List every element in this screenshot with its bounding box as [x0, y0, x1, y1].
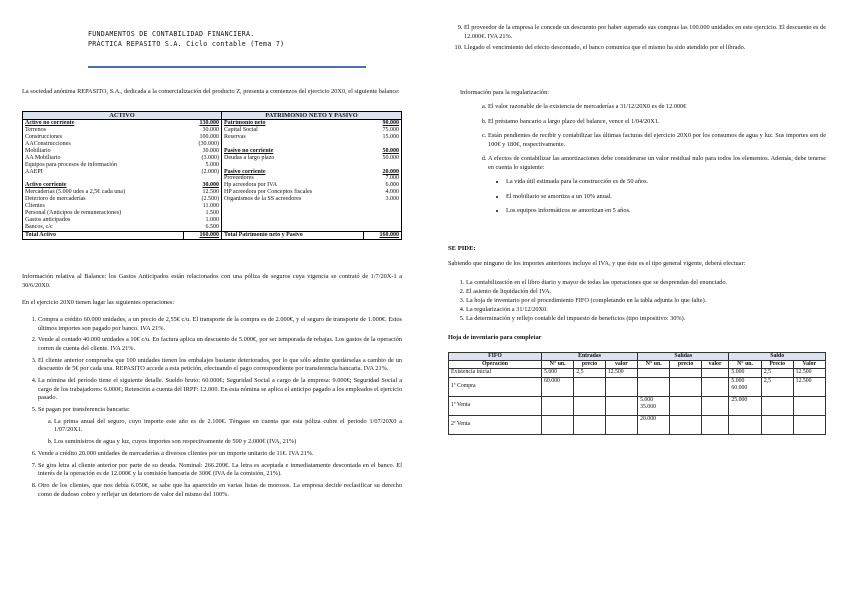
pasivo-value: 3.000	[364, 196, 402, 203]
pasivo-label: Capital Social	[222, 127, 364, 134]
operations-ordered-list	[22, 316, 402, 499]
balance-row	[23, 162, 402, 169]
fifo-body	[449, 368, 826, 434]
fifo-cell-sp	[670, 396, 701, 415]
fifo-cell-sn: 20.000	[638, 415, 670, 434]
balance-row	[23, 175, 402, 182]
balance-row	[23, 169, 402, 176]
fifo-inventory-table	[448, 352, 826, 435]
fifo-cell-ev: 12.500	[605, 368, 637, 377]
regularization-bullets	[470, 178, 826, 216]
activo-label: Activo corriente	[23, 182, 184, 189]
fifo-cell-en: 5.000	[542, 368, 574, 377]
se-pide-list	[448, 279, 826, 324]
fifo-cell-tp	[761, 415, 793, 434]
entradas-header: Entradas	[542, 353, 638, 361]
saldo-valor-header: Valor	[793, 360, 825, 368]
task-item: 3. La hoja de inventario por el procedimiento FIFO (completando en la tabla adjunta lo que falte).	[466, 297, 826, 306]
activo-value: (2.000)	[201, 168, 219, 175]
operacion-header: Operación	[449, 360, 542, 368]
activo-label: Construcciones	[23, 134, 184, 141]
fifo-row	[449, 396, 826, 415]
fifo-cell-tv	[793, 415, 825, 434]
operation-item: 4. La nómina del período tiene el siguiente detalle. Sueldo bruto: 60.000€; Seguridad Social a cargo de la empresa: 9.000€; Seguridad Social a cargo de los trabajadores: 6.000€; Retención a cuenta del IRPF: 12.000. En esta nómina se aplica el anticipo pagado a los empleados el ejercicio pasado.	[38, 377, 402, 403]
pasivo-value: 50.000	[364, 155, 402, 162]
balance-row	[23, 127, 402, 134]
pasivo-value	[364, 162, 402, 169]
pasivo-value	[364, 217, 402, 224]
balance-total-row	[23, 231, 402, 239]
pasivo-value	[364, 141, 402, 148]
fifo-cell-sv	[701, 377, 729, 396]
activo-value: (2.500)	[201, 196, 219, 203]
se-pide-heading: SE PIDE:	[448, 245, 476, 252]
activo-label: Personal (Anticipos de remuneraciones)	[23, 210, 184, 217]
fifo-cell-tv: 12.500	[793, 377, 825, 396]
fifo-cell-ev	[605, 415, 637, 434]
fifo-cell-sp	[670, 377, 701, 396]
activo-label: Equipos para procesos de información	[23, 162, 184, 169]
balance-row	[23, 224, 402, 231]
task-item: 1. La contabilización en el libro diario y mayor de todas las operaciones que se desprendan del enunciado.	[466, 279, 826, 288]
balance-row	[23, 134, 402, 141]
operation-item: 8. Otro de los clientes, que nos debía 6.050€, se sabe que ha aparecido en varias listas de morosos. La empresa decide reclasificar su derecho como de dudoso cobro y reflejar un deterioro de valor del mismo del 100%.	[38, 482, 402, 499]
saldo-precio-header: Precio	[761, 360, 793, 368]
operation-item: 3. El cliente anterior comprueba que 100 unidades tienen los embalajes bastante deteriorados, por lo que sólo admite quedárselas a cambio de un descuento de 5€ por cada una. REPASITO accede a esta petición, efectuando el pago correspondiente por transferencia bancaria. IVA 21%.	[38, 357, 402, 374]
fifo-cell-sv	[701, 396, 729, 415]
total-pasivo-label: Total Patrimonio neto y Pasivo	[222, 231, 364, 239]
fifo-cell-ep: 2,5	[574, 368, 605, 377]
regularization-item: b. El préstamo bancario a largo plazo del balance, vence el 1/04/20X1.	[488, 118, 826, 127]
total-activo-value: 160.000	[183, 231, 221, 239]
operation-sub-item: a. La prima anual del seguro, cuyo importe este año es de 2.100€. Téngase en cuenta que esta póliza cubre el periodo 1/07/20X0 a 1/07/20X1.	[54, 418, 402, 435]
activo-label: AAConstrucciones	[23, 141, 184, 148]
balance-row	[23, 210, 402, 217]
operation-item: 7. Se gira letra al cliente anterior por parte de su deuda. Nominal: 266.200€. La letra es aceptada e inmediatamente descontada en el banco. El interés de la operación es de 12.000€ y la comisión bancaria de 300€ (IVA de la comisión, 21%).	[38, 462, 402, 479]
fifo-cell-op: 1ª Compra	[449, 377, 542, 396]
fifo-cell-en	[542, 415, 574, 434]
fifo-cell-tn: 5.000 60.000	[729, 377, 761, 396]
fifo-cell-tn: 5.000	[729, 368, 761, 377]
regularization-bullet: • Los equipos informáticos se amortizan en 5 años.	[506, 207, 826, 216]
pasivo-label	[222, 162, 364, 169]
activo-label: Bancos, c/c	[23, 224, 184, 231]
task-item: 5. La determinación y reflejo contable del impuesto de beneficios (tipo impositivo: 30%).	[466, 315, 826, 324]
activo-value: 30.000	[202, 182, 219, 189]
total-pasivo-value: 160.000	[364, 231, 402, 239]
pasivo-value: 90.000	[364, 120, 402, 127]
pasivo-label	[222, 210, 364, 217]
regularization-bullet: • El mobiliario se amortiza a un 10% anual.	[506, 193, 826, 202]
fifo-cell-op: 1ª Venta	[449, 396, 542, 415]
fifo-row	[449, 415, 826, 434]
document-title	[88, 30, 284, 49]
balance-row	[23, 148, 402, 155]
regularization-ordered-list	[470, 103, 826, 172]
pasivo-value: 4.000	[364, 189, 402, 196]
operation-sub-item: b. Los suministros de agua y luz, cuyos importes son respectivamente de 500 y 2.000€ (IVA, 21%)	[54, 438, 402, 447]
activo-value: 130.000	[199, 120, 219, 127]
fifo-cell-tp	[761, 396, 793, 415]
fifo-cell-sn: 5.000 35.000	[638, 396, 670, 415]
activo-value	[183, 175, 221, 182]
regularization-intro: Información para la regularización:	[460, 89, 549, 96]
pasivo-label: Pasivo no corriente	[222, 148, 364, 155]
fifo-cell-sv	[701, 368, 729, 377]
total-activo-label: Total Activo	[23, 231, 184, 239]
pasivo-value: 6.000	[364, 182, 402, 189]
operation-item: 6. Vende a crédito 20.000 unidades de mercaderías a diversos clientes por un importe unitario de 11€. IVA 21%.	[38, 450, 402, 459]
pasivo-label	[222, 203, 364, 210]
balance-row	[23, 196, 402, 203]
fifo-cell-en	[542, 396, 574, 415]
operations-continued	[448, 24, 826, 56]
entradas-num-header: N° un.	[542, 360, 574, 368]
pasivo-value: 7.000	[364, 175, 402, 182]
fifo-row	[449, 377, 826, 396]
pasivo-label: Reservas	[222, 134, 364, 141]
balance-table	[22, 111, 402, 240]
fifo-cell-tp: 2,5	[761, 368, 793, 377]
entradas-valor-header: valor	[605, 360, 637, 368]
activo-label: Gastos anticipados	[23, 217, 184, 224]
fifo-cell-sp	[670, 368, 701, 377]
pasivo-value: 50.000	[364, 148, 402, 155]
se-pide-intro: Sabiendo que ninguno de los importes anteriores incluye el IVA, y que éste es el tipo general vigente, deberá efectuar:	[448, 260, 746, 267]
fifo-cell-op: 2ª Venta	[449, 415, 542, 434]
activo-value: 100.000	[199, 134, 219, 141]
pasivo-value	[364, 224, 402, 231]
fifo-cell-ep	[574, 415, 605, 434]
pasivo-label: Proveedores	[222, 175, 364, 182]
balance-info: Información relativa al Balance: los Gastos Anticipados están relacionados con una póliza de seguros cuya vigencia se contrató de 1/7/20X-1 a 30/6/20X0.	[22, 273, 402, 289]
salidas-precio-header: precio	[670, 360, 701, 368]
se-pide-ordered-list	[448, 279, 826, 324]
operation-sub-list	[38, 418, 402, 447]
task-item: 2. El asiento de liquidación del IVA.	[466, 288, 826, 297]
title-line-1: FUNDAMENTOS DE CONTABILIDAD FINANCIERA.	[88, 30, 255, 38]
activo-label: Mobiliario	[23, 148, 184, 155]
title-line-2: PRÁCTICA REPASITO S.A. Ciclo contable (Tema 7)	[88, 39, 285, 48]
salidas-header: Salidas	[638, 353, 729, 361]
pasivo-label	[222, 224, 364, 231]
fifo-row	[449, 368, 826, 377]
balance-row	[23, 203, 402, 210]
salidas-valor-header: valor	[701, 360, 729, 368]
operations-intro: En el ejercicio 20X0 tienen lugar las siguientes operaciones:	[22, 299, 175, 306]
activo-label: AAEPI	[23, 169, 184, 176]
regularization-list	[470, 103, 826, 222]
operation-item	[38, 406, 402, 446]
activo-value: 12.500	[202, 189, 219, 196]
pasivo-label: HP acreedora por Conceptos fiscales	[222, 189, 364, 196]
activo-label	[23, 175, 184, 182]
activo-value: 6.500	[205, 223, 219, 230]
pasivo-label: Deudas a largo plazo	[222, 155, 364, 162]
activo-value: 1.000	[205, 216, 219, 223]
activo-label: AA Mobiliario	[23, 155, 184, 162]
task-item: 4. La regularización a 31/12/20X0.	[466, 306, 826, 315]
saldo-header: Saldo	[729, 353, 826, 361]
activo-value: (30.000)	[198, 141, 219, 148]
regularization-bullet: • La vida útil estimada para la construcción es de 50 años.	[506, 178, 826, 187]
balance-row	[23, 141, 402, 148]
pasivo-header: PATRIMONIO NETO Y PASIVO	[222, 112, 402, 120]
fifo-cell-tv	[793, 396, 825, 415]
pasivo-value: 20.000	[364, 169, 402, 176]
saldo-num-header: N° un.	[729, 360, 761, 368]
activo-value: 5.000	[205, 161, 219, 168]
operation-item: 1. Compra a crédito 60.000 unidades, a un precio de 2,55€ c/u. El transporte de la compra es de 2.000€, y el seguro de transporte de 1.000€. Estos últimos importes son pagado por banco. IVA 21%.	[38, 316, 402, 333]
regularization-item: d. A efectos de contabilizar las amortizaciones debe considerarse un valor residual nulo para todos los elementos. Además, debe tenerse en cuenta lo siguiente:	[488, 155, 826, 172]
pasivo-value: 15.000	[364, 134, 402, 141]
pasivo-value	[364, 203, 402, 210]
fifo-cell-ep	[574, 377, 605, 396]
fifo-cell-sn	[638, 377, 670, 396]
pasivo-label: Patrimonio neto	[222, 120, 364, 127]
pasivo-value: 75.000	[364, 127, 402, 134]
fifo-cell-tn	[729, 415, 761, 434]
regularization-item: c. Están pendientes de recibir y contabilizar las últimas facturas del ejercicio 20X0 por los consumos de agua y luz. Sus importes son de 100€ y 180€, respectivamente.	[488, 132, 826, 149]
activo-label: Activo no corriente	[23, 120, 184, 127]
activo-value: 1.500	[205, 209, 219, 216]
balance-body	[23, 120, 402, 231]
fifo-cell-tp: 2,5	[761, 377, 793, 396]
fifo-cell-sv	[701, 415, 729, 434]
pasivo-value	[364, 210, 402, 217]
fifo-cell-sp	[670, 415, 701, 434]
intro-paragraph: La sociedad anónima REPASITO, S.A., dedicada a la comercialización del producto Z, presenta a comienzos del ejercicio 20X0, el siguiente balance:	[22, 88, 400, 95]
pasivo-label	[222, 217, 364, 224]
pasivo-label: Hp acreedora por IVA	[222, 182, 364, 189]
entradas-precio-header: precio	[574, 360, 605, 368]
operations-list	[22, 316, 402, 503]
fifo-cell-en: 60.000	[542, 377, 574, 396]
fifo-cell-sn	[638, 368, 670, 377]
fifo-header: FIFO	[449, 353, 542, 361]
activo-value: 30.000	[202, 127, 219, 134]
activo-header: ACTIVO	[23, 112, 222, 120]
activo-value: 30.000	[202, 147, 219, 154]
operation-item: 9. El proveedor de la empresa le concede un descuento por haber superado sus compras las 100.000 unidades en este ejercicio. El descuento es de 12.000€. IVA 21%.	[464, 24, 826, 41]
balance-row	[23, 217, 402, 224]
pasivo-label: Pasivo corriente	[222, 169, 364, 176]
salidas-num-header: N° un.	[638, 360, 670, 368]
activo-label: Deterioro de mercaderías	[23, 196, 184, 203]
activo-label: Clientes	[23, 203, 184, 210]
operation-item: 2. Vende al contado 40.000 unidades a 10€ c/u. En factura aplica un descuento de 5.000€, por ser temporada de rebajas. Los gastos de la operación corren de cuenta del cliente. IVA 21%.	[38, 336, 402, 353]
fifo-cell-ep	[574, 396, 605, 415]
operation-item: 10. Llegado el vencimiento del efecto descontado, el banco comunica que el mismo ha sido atendido por el librado.	[464, 44, 826, 53]
operation-text: Se pagan por transferencia bancaria:	[38, 406, 130, 414]
fifo-cell-ev	[605, 396, 637, 415]
pasivo-label: Organismos de la SS acreedores	[222, 196, 364, 203]
activo-value: 11.000	[202, 203, 219, 210]
title-underline	[88, 66, 366, 68]
activo-value: (3.000)	[201, 154, 219, 161]
activo-label: Mercaderías (5.000 udes a 2,5€ cada una)	[23, 189, 184, 196]
fifo-cell-op: Existencia inicial	[449, 368, 542, 377]
activo-label: Terrenos	[23, 127, 184, 134]
pasivo-label	[222, 141, 364, 148]
balance-row	[23, 155, 402, 162]
fifo-cell-tv: 12.500	[793, 368, 825, 377]
balance-row	[23, 120, 402, 127]
regularization-item: a. El valor razonable de la existencia de mercaderías a 31/12/20X0 es de 12.000€	[488, 103, 826, 112]
fifo-cell-ev	[605, 377, 637, 396]
fifo-cell-tn: 25.000	[729, 396, 761, 415]
operations-continued-list	[448, 24, 826, 53]
inventory-title: Hoja de inventario para completar	[448, 334, 542, 341]
